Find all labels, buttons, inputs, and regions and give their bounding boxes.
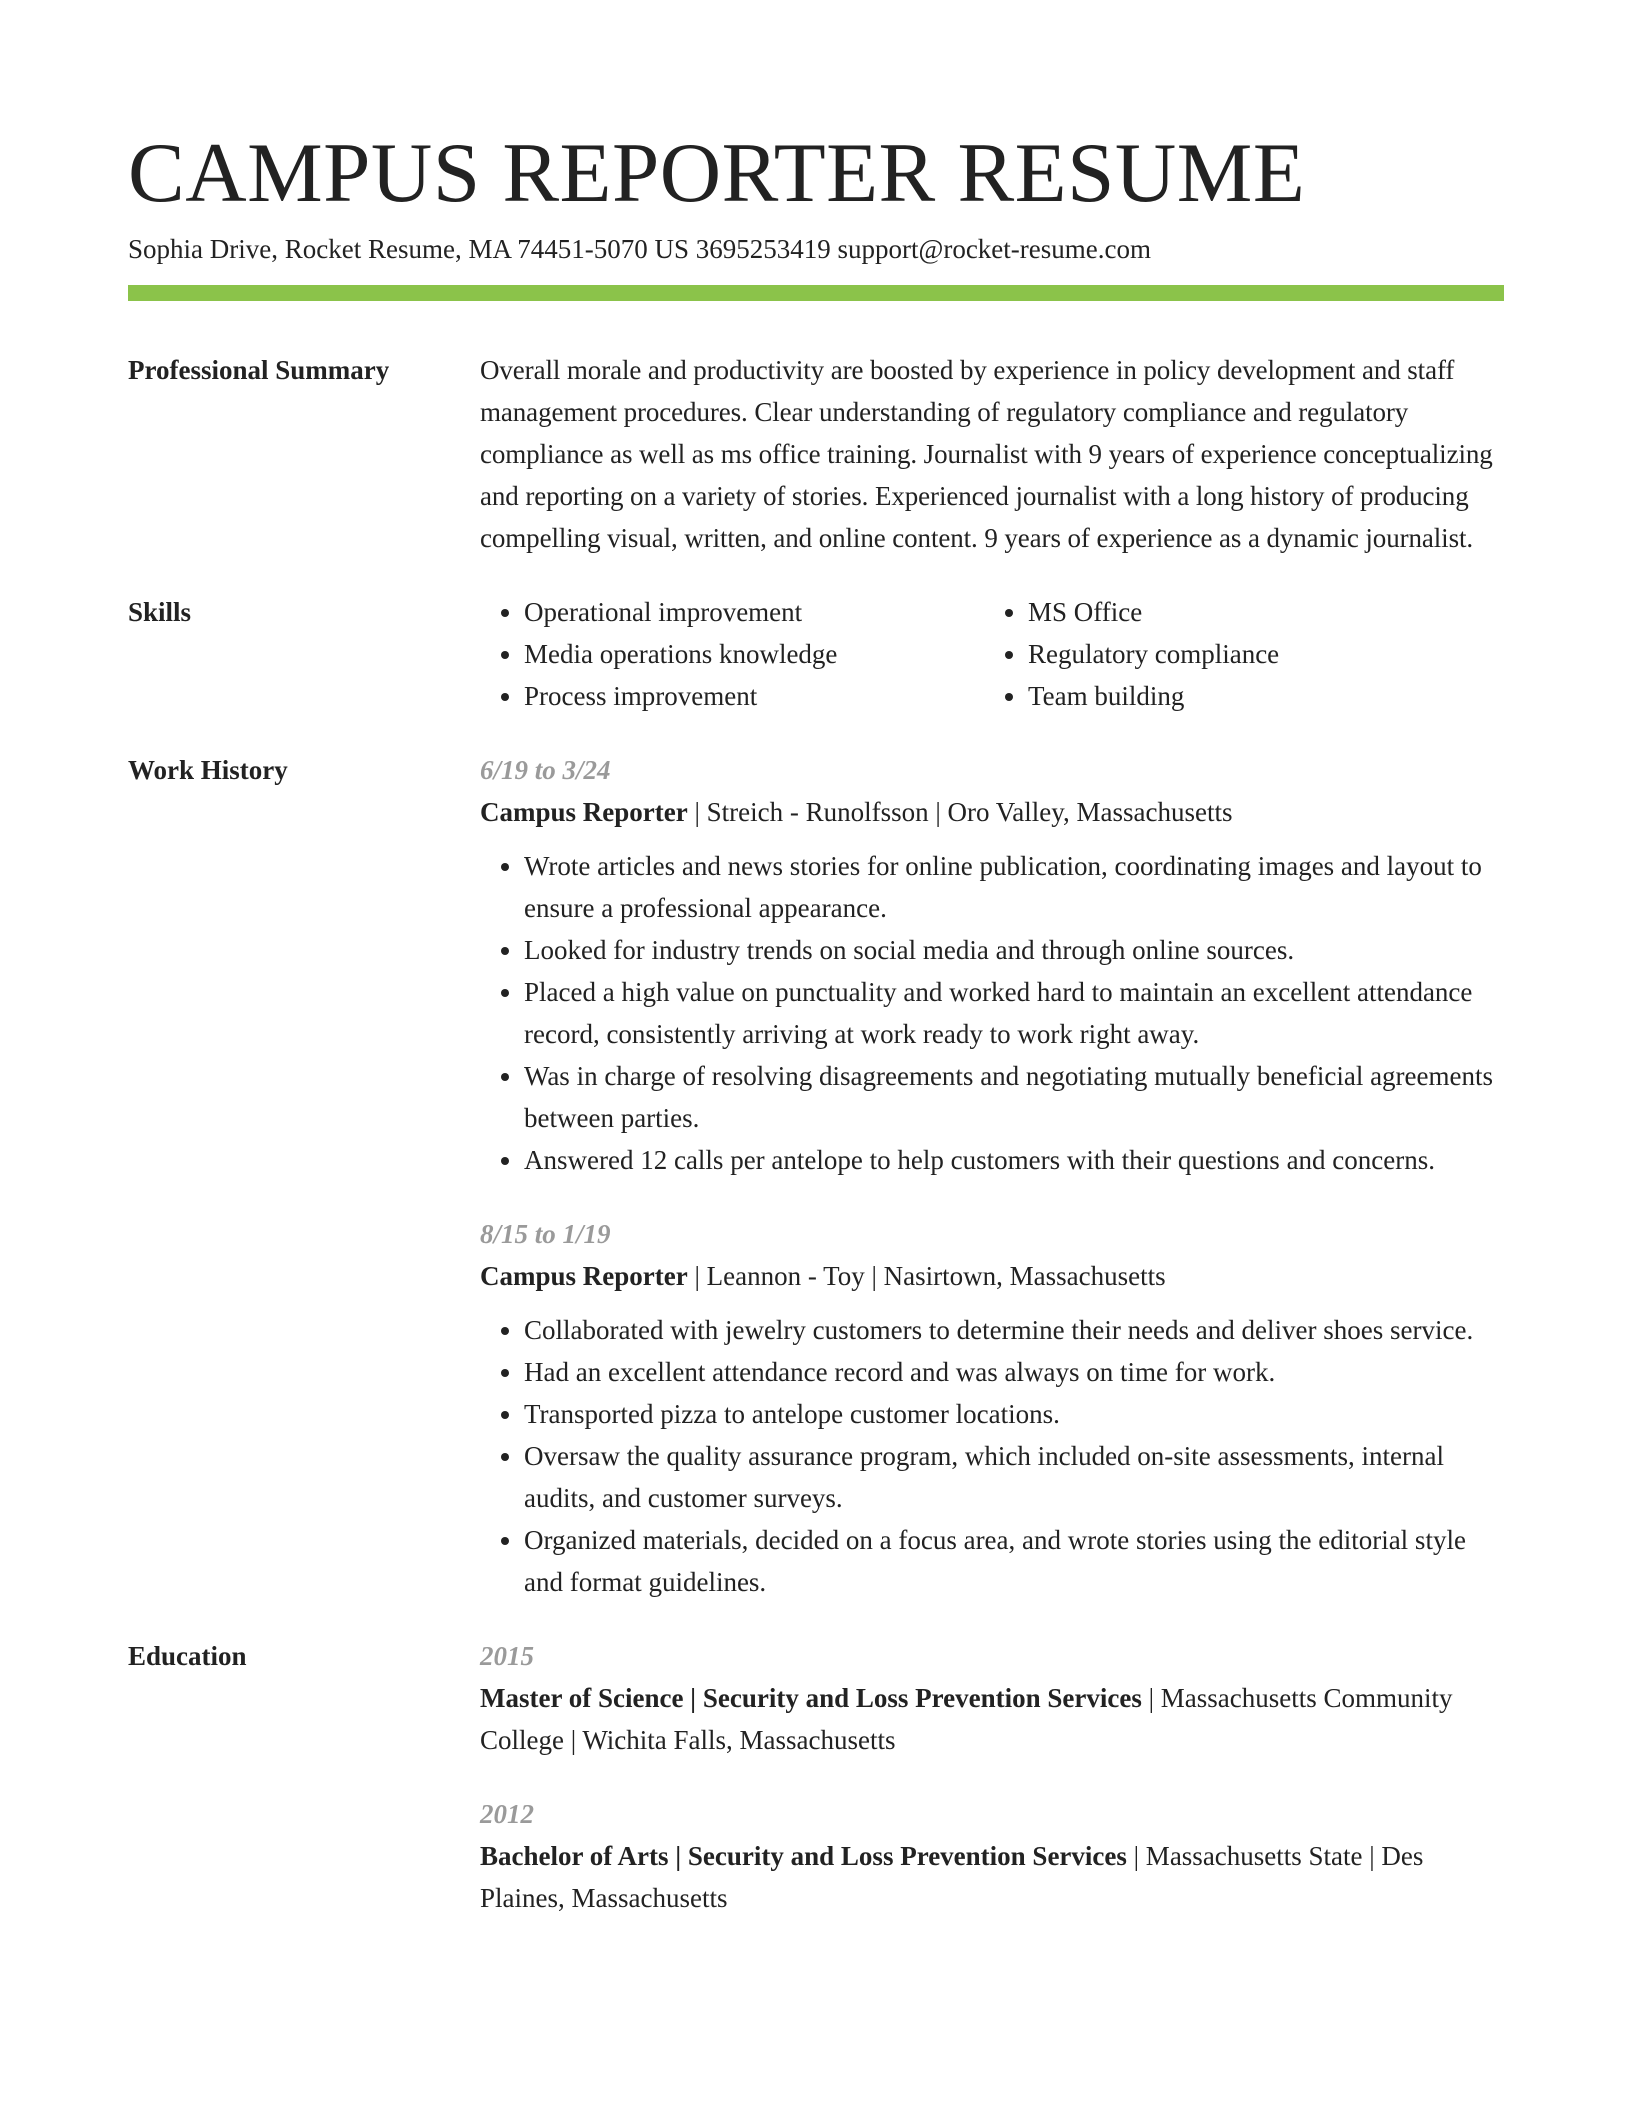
section-heading: Work History — [128, 755, 288, 785]
resume-sections — [128, 349, 1504, 1951]
job-bullets — [480, 845, 1504, 1181]
education-year: 2015 — [480, 1641, 534, 1671]
resume-title: CAMPUS REPORTER RESUME — [128, 126, 1306, 220]
section-heading: Skills — [128, 597, 192, 627]
education-degree: Bachelor of Arts | Security and Loss Prevention Services — [480, 1841, 1127, 1871]
skills-grid — [480, 591, 1504, 717]
job-title: Campus Reporter — [480, 797, 688, 827]
education-heading — [480, 1677, 1504, 1761]
skills-list-right — [984, 591, 1488, 717]
skills-list-left — [480, 591, 984, 717]
accent-divider — [128, 285, 1504, 301]
education-section — [128, 1635, 1504, 1919]
job-entry — [480, 1213, 1504, 1603]
section-heading: Professional Summary — [128, 355, 390, 385]
education-entry — [480, 1793, 1504, 1919]
contact-line: Sophia Drive, Rocket Resume, MA 74451-5070 US 3695253419 support@rocket-resume.com — [128, 234, 1151, 264]
job-bullet: • Organized materials, decided on a focus area, and wrote stories using the editorial style and format guidelines. — [524, 1519, 1504, 1603]
skill-item: • Operational improvement — [524, 591, 984, 633]
job-bullets — [480, 1309, 1504, 1603]
skill-item: • Process improvement — [524, 675, 984, 717]
job-bullet: • Answered 12 calls per antelope to help customers with their questions and concerns. — [524, 1139, 1504, 1181]
job-bullet: • Wrote articles and news stories for online publication, coordinating images and layout to ensure a professional appearance. — [524, 845, 1504, 929]
summary-text: Overall morale and productivity are boosted by experience in policy development and staff management procedures. Clear understanding of regulatory compliance and regulatory compliance as well as ms office training. Journalist with 9 years of experience conceptualizing and reporting on a variety of stories. Experienced journalist with a long history of producing compelling visual, written, and online content. 9 years of experience as a dynamic journalist. — [480, 355, 1493, 553]
job-bullet: • Had an excellent attendance record and was always on time for work. — [524, 1351, 1504, 1393]
job-details: | Leannon - Toy | Nasirtown, Massachusetts — [687, 1261, 1166, 1291]
skill-item: • Media operations knowledge — [524, 633, 984, 675]
work-history-body — [480, 749, 1504, 1603]
job-dates: 6/19 to 3/24 — [480, 755, 611, 785]
job-entry — [480, 749, 1504, 1181]
job-details: | Streich - Runolfsson | Oro Valley, Massachusetts — [687, 797, 1233, 827]
skills-body — [480, 591, 1504, 717]
summary-body — [480, 349, 1504, 559]
section-heading: Education — [128, 1641, 247, 1671]
job-bullet: • Placed a high value on punctuality and worked hard to maintain an excellent attendance record, consistently arriving at work ready to work right away. — [524, 971, 1504, 1055]
job-heading — [480, 1255, 1504, 1297]
job-bullet: • Looked for industry trends on social media and through online sources. — [524, 929, 1504, 971]
job-bullet: • Was in charge of resolving disagreements and negotiating mutually beneficial agreements between parties. — [524, 1055, 1504, 1139]
job-bullet: • Collaborated with jewelry customers to determine their needs and deliver shoes service. — [524, 1309, 1504, 1351]
education-heading — [480, 1835, 1504, 1919]
skill-item: • Team building — [1028, 675, 1488, 717]
education-entry — [480, 1635, 1504, 1761]
work-history-section — [128, 749, 1504, 1603]
education-body — [480, 1635, 1504, 1919]
job-bullet: • Transported pizza to antelope customer locations. — [524, 1393, 1504, 1435]
job-heading — [480, 791, 1504, 833]
education-details: | Massachusetts State | Des Plaines, Massachusetts — [480, 1841, 1424, 1913]
job-title: Campus Reporter — [480, 1261, 688, 1291]
summary-section — [128, 349, 1504, 559]
education-degree: Master of Science | Security and Loss Prevention Services — [480, 1683, 1142, 1713]
job-dates: 8/15 to 1/19 — [480, 1219, 611, 1249]
skill-item: • Regulatory compliance — [1028, 633, 1488, 675]
skill-item: • MS Office — [1028, 591, 1488, 633]
skills-section — [128, 591, 1504, 717]
job-bullet: • Oversaw the quality assurance program, which included on-site assessments, internal audits, and customer surveys. — [524, 1435, 1504, 1519]
education-year: 2012 — [480, 1799, 534, 1829]
education-details: | Massachusetts Community College | Wichita Falls, Massachusetts — [480, 1683, 1453, 1755]
